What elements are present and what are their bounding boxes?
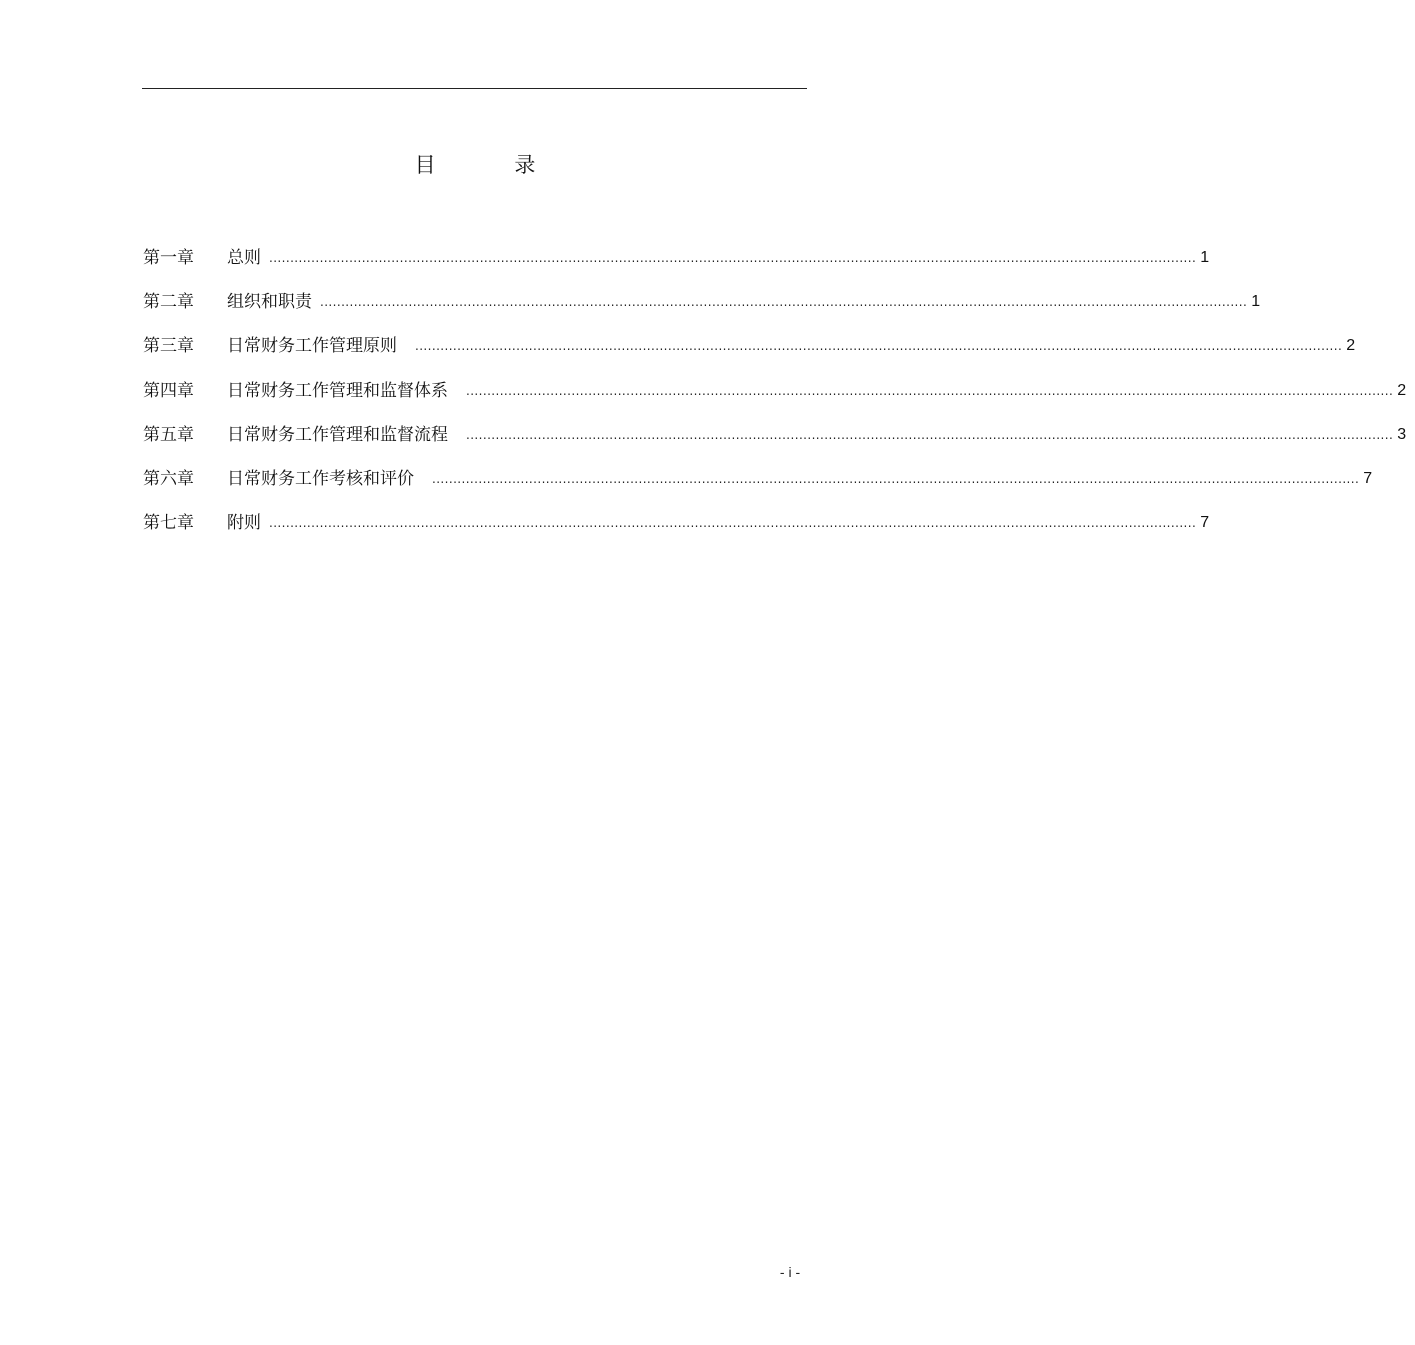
page-number: - i -	[779, 1264, 801, 1280]
toc-page-number: 2	[1346, 337, 1356, 355]
toc-dot-leader: ............................................................................................................................................................................................................................	[466, 427, 1394, 442]
toc-title: 目 录	[414, 153, 572, 177]
toc-chapter-number: 第二章	[143, 292, 194, 313]
toc-page-number: 2	[1397, 381, 1407, 399]
toc-entry[interactable]	[143, 467, 1373, 511]
toc-chapter-number: 第六章	[143, 468, 194, 489]
toc-dot-leader: ............................................................................................................................................................................................................................	[269, 516, 1197, 531]
toc-entry[interactable]	[143, 379, 1407, 423]
toc-dot-leader: ............................................................................................................................................................................................................................	[432, 471, 1360, 486]
toc-chapter-title: 附则	[227, 513, 261, 534]
header-rule	[142, 88, 807, 89]
toc-chapter-number: 第四章	[143, 380, 194, 401]
toc-chapter-title: 日常财务工作管理和监督体系	[227, 380, 448, 401]
toc-chapter-title: 日常财务工作管理和监督流程	[227, 424, 448, 445]
toc-entry[interactable]	[143, 246, 1210, 290]
toc-page-number: 7	[1363, 469, 1373, 487]
toc-chapter-title: 日常财务工作管理原则	[227, 336, 397, 357]
toc-entry[interactable]	[143, 423, 1407, 467]
toc-page-number: 3	[1397, 425, 1407, 443]
table-of-contents	[143, 246, 1407, 555]
toc-chapter-title: 组织和职责	[227, 292, 312, 313]
toc-chapter-title: 日常财务工作考核和评价	[227, 468, 414, 489]
toc-dot-leader: ............................................................................................................................................................................................................................	[466, 383, 1394, 398]
toc-page-number: 1	[1200, 249, 1210, 266]
toc-dot-leader: ............................................................................................................................................................................................................................	[320, 295, 1248, 310]
toc-entry[interactable]	[143, 511, 1210, 555]
toc-dot-leader: ............................................................................................................................................................................................................................	[415, 339, 1343, 354]
toc-page-number: 7	[1200, 514, 1210, 532]
toc-dot-leader: ............................................................................................................................................................................................................................	[269, 251, 1197, 265]
toc-chapter-number: 第五章	[143, 424, 194, 445]
toc-chapter-number: 第三章	[143, 336, 194, 357]
toc-chapter-number: 第一章	[143, 248, 194, 268]
toc-entry[interactable]	[143, 290, 1261, 334]
toc-entry[interactable]	[143, 334, 1356, 378]
toc-page-number: 1	[1251, 293, 1261, 311]
toc-chapter-title: 总则	[227, 248, 261, 268]
toc-chapter-number: 第七章	[143, 513, 194, 534]
